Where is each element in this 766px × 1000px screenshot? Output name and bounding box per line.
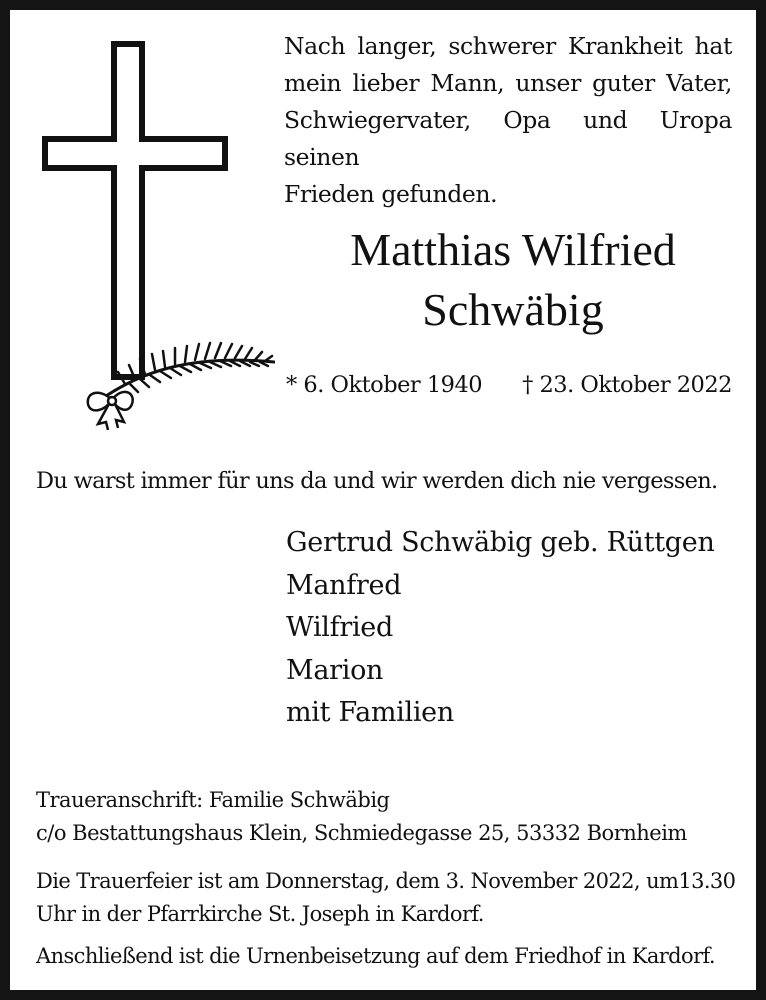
life-dates — [286, 372, 732, 398]
deceased-first-names: Matthias Wilfried — [350, 224, 676, 275]
mourner-name: Gertrud Schwäbig geb. Rüttgen — [286, 527, 715, 558]
mourner-name: Marion — [286, 654, 384, 686]
address-line: Traueranschrift: Familie Schwäbig — [36, 788, 390, 812]
mourner-name: Wilfried — [286, 612, 393, 643]
intro-line: Nach langer, schwerer Krankheit hat — [284, 32, 732, 60]
burial-info: Anschließend ist die Urnenbeisetzung auf dem Friedhof in Kardorf. — [36, 944, 716, 968]
ceremony-info — [36, 865, 736, 931]
intro-line: mein lieber Mann, unser guter Vater, — [284, 69, 732, 97]
intro-line: Schwiegervater, Opa und Uropa seinen — [284, 106, 732, 171]
address-line: c/o Bestattungshaus Klein, Schmiedegasse 25, 53332 Bornheim — [36, 821, 687, 845]
intro-text — [284, 28, 732, 213]
ribbon-bow-icon — [88, 392, 133, 430]
death-date: † 23. Oktober 2022 — [522, 372, 732, 398]
mourning-address — [36, 784, 687, 850]
deceased-surname: Schwäbig — [422, 284, 604, 335]
ceremony-line: Uhr in der Pfarrkirche St. Joseph in Kardorf. — [36, 902, 484, 926]
mourner-name: mit Familien — [286, 697, 454, 728]
deceased-name — [278, 220, 748, 340]
birth-date: * 6. Oktober 1940 — [286, 372, 483, 398]
memorial-quote: Du warst immer für uns da und wir werden dich nie vergessen. — [36, 468, 718, 494]
mourners-list — [286, 522, 715, 735]
cross-icon — [30, 32, 275, 432]
mourner-name: Manfred — [286, 569, 402, 601]
intro-line: Frieden gefunden. — [284, 180, 498, 208]
ceremony-line: Die Trauerfeier ist am Donnerstag, dem 3. November 2022, um13.30 — [36, 869, 736, 893]
